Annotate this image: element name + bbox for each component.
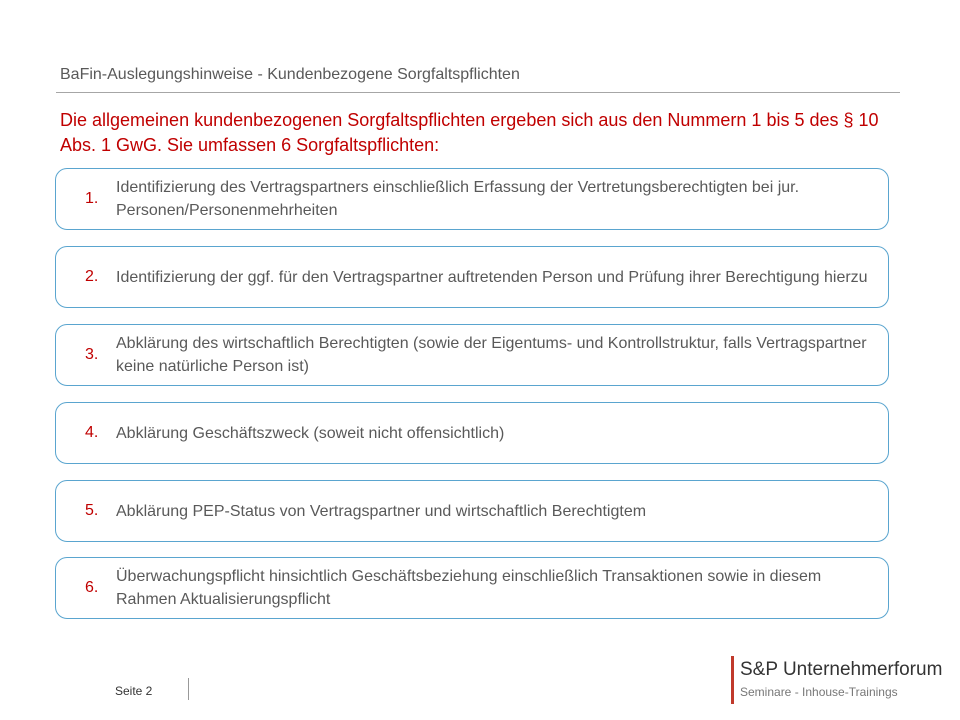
duty-text: Überwachungspflicht hinsichtlich Geschäftsbeziehung einschließlich Transaktionen sowie in diesem Rahmen Aktualisierungspflicht [116,568,822,608]
duty-box-6 [55,557,889,619]
duty-box-4 [55,402,889,464]
slide-header: BaFin-Auslegungshinweise - Kundenbezogene Sorgfaltspflichten [60,66,520,83]
duty-box-2 [55,246,889,308]
duty-box-1 [55,168,889,230]
header-divider [56,92,900,93]
duty-text: Identifizierung der ggf. für den Vertragspartner auftretenden Person und Prüfung ihrer Berechtigung hierzu [116,268,868,286]
duty-number: 6. [85,579,99,596]
duty-box-3 [55,324,889,386]
duty-text: Identifizierung des Vertragspartners einschließlich Erfassung der Vertretungsberechtigten bei jur. Personen/Personenmehrheiten [116,179,800,219]
duty-text: Abklärung PEP-Status von Vertragspartner und wirtschaftlich Berechtigtem [116,502,647,520]
duty-number: 2. [85,268,99,285]
logo-title: S&P Unternehmerforum [740,659,943,680]
logo-subtitle: Seminare - Inhouse-Trainings [740,685,898,699]
duty-text: Abklärung Geschäftszweck (soweit nicht offensichtlich) [116,424,505,442]
duty-box-5 [55,480,889,542]
footer-divider [188,678,189,700]
duty-number: 1. [85,190,99,207]
duty-text: Abklärung des wirtschaftlich Berechtigten (sowie der Eigentums- und Kontrollstruktur, falls Vertragspartner keine natürliche Person ist) [116,335,867,375]
duty-number: 4. [85,424,99,441]
duty-number: 5. [85,502,99,519]
duty-number: 3. [85,346,99,363]
logo-bar [731,656,734,704]
page-number: Seite 2 [115,684,153,698]
lead-text: Die allgemeinen kundenbezogenen Sorgfaltspflichten ergeben sich aus den Nummern 1 bis 5 des § 10 Abs. 1 GwG. Sie umfassen 6 Sorgfaltspflichten: [60,110,879,155]
